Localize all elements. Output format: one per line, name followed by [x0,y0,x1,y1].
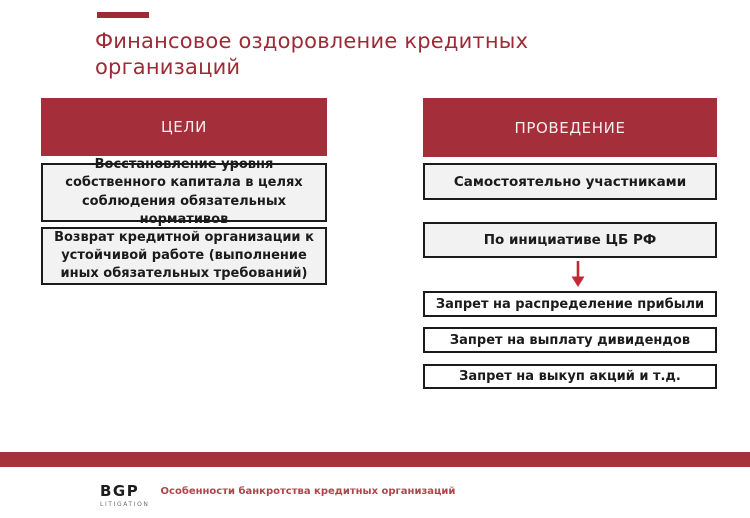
bgp-logo [100,484,149,508]
conduct-column-header: ПРОВЕДЕНИЕ [423,98,717,157]
footer-accent-band [0,452,750,467]
bgp-logo-text: BGP [100,482,140,500]
down-arrow-icon [570,260,586,288]
ban-box-share-buyback: Запрет на выкуп акций и т.д. [423,364,717,389]
goal-box-return-to-stability: Возврат кредитной организации к устойчивой работе (выполнение иных обязательных требований) [41,227,327,285]
title-accent-dash [97,12,149,18]
page-title: Финансовое оздоровление кредитных организаций [95,29,529,79]
ban-box-profit-distribution: Запрет на распределение прибыли [423,291,717,317]
goals-column-header: ЦЕЛИ [41,98,327,156]
conduct-box-by-participants: Самостоятельно участниками [423,163,717,200]
conduct-box-by-central-bank: По инициативе ЦБ РФ [423,222,717,258]
footer-caption: Особенности банкротства кредитных организаций [160,486,456,497]
goal-box-capital-restoration: Восстановление уровня собственного капитала в целях соблюдения обязательных нормативов [41,163,327,222]
ban-box-dividend-payout: Запрет на выплату дивидендов [423,327,717,353]
bgp-logo-subtitle: LITIGATION [100,501,150,508]
